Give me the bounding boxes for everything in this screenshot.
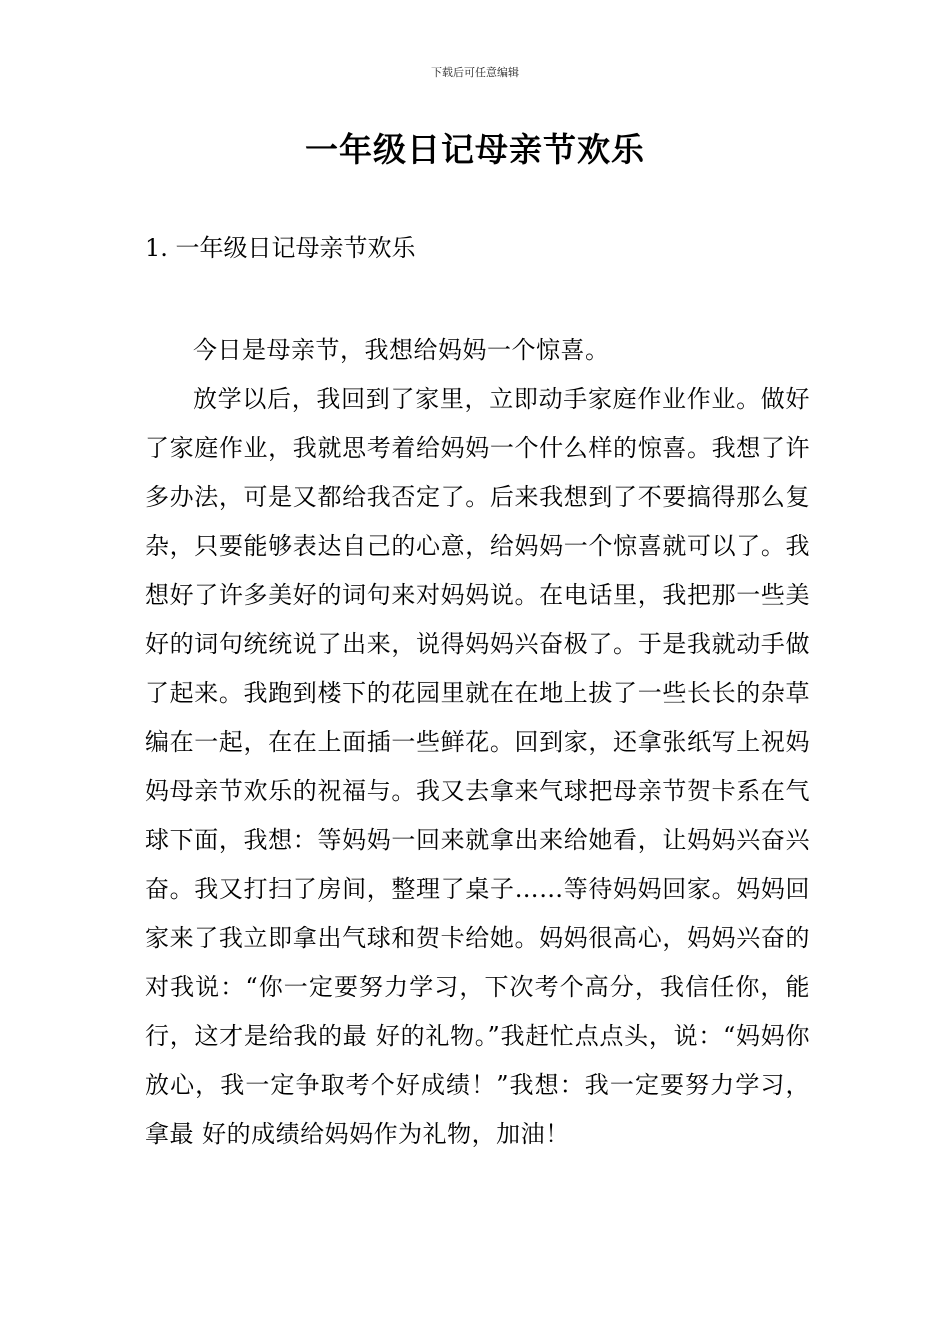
- body-text: [145, 326, 810, 1159]
- header-note: 下载后可任意编辑: [431, 66, 519, 79]
- paragraph-intro: 今日是母亲节，我想给妈妈一个惊喜。: [193, 336, 610, 364]
- section-heading: 1. 一年级日记母亲节欢乐: [145, 234, 416, 262]
- document-title: 一年级日记母亲节欢乐: [305, 130, 645, 169]
- paragraph-main: 放学以后，我回到了家里，立即动手家庭作业作业。做好了家庭作业，我就思考着给妈妈一个什么样的惊喜。我想了许多办法，可是又都给我否定了。后来我想到了不要搞得那么复杂，只要能够表达自己的心意，给妈妈一个惊喜就可以了。我想好了许多美好的词句来对妈妈说。在电话里，我把那一些美好的词句统统说了出来，说得妈妈兴奋极了。于是我就动手做了起来。我跑到楼下的花园里就在在地上拔了一些长长的杂草编在一起，在在上面插一些鲜花。回到家，还拿张纸写上祝妈妈母亲节欢乐的祝福与。我又去拿来气球把母亲节贺卡系在气球下面，我想：等妈妈一回来就拿出来给她看，让妈妈兴奋兴奋。我又打扫了房间，整理了桌子……等待妈妈回家。妈妈回家来了我立即拿出气球和贺卡给她。妈妈很高心，妈妈兴奋的对我说：“你一定要努力学习，下次考个高分，我信任你，能行，这才是给我的最 好的礼物。”我赶忙点点头，说：“妈妈你放心，我一定争取考个好成绩！”我想：我一定要努力学习，拿最 好的成绩给妈妈作为礼物，加油！: [145, 385, 810, 1148]
